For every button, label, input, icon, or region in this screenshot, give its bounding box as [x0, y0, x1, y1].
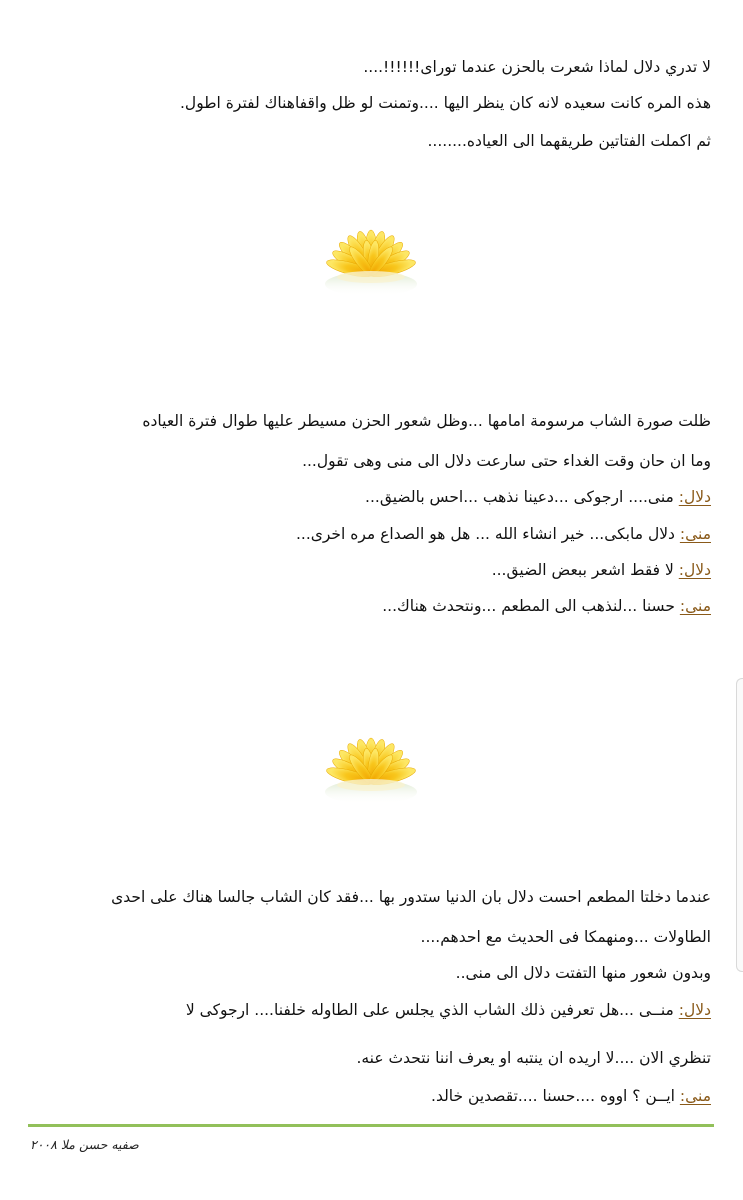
paragraph-line: ثم اكملت الفتاتين طريقهما الى العياده........: [427, 132, 711, 150]
dialogue-text: حسنا ...لنذهب الى المطعم ...ونتحدث هناك...: [382, 597, 680, 615]
paragraph-line: وبدون شعور منها التفتت دلال الى منى..: [455, 964, 711, 982]
scroll-handle[interactable]: [736, 678, 743, 972]
sunflower-icon: [296, 730, 446, 810]
dialogue-line: [21, 523, 711, 545]
sunflower-icon: [296, 222, 446, 302]
paragraph-line: الطاولات ...ومنهمكا فى الحديث مع احدهم....: [420, 928, 711, 946]
footer-divider: [28, 1124, 714, 1127]
dialogue-line: [21, 559, 711, 581]
paragraph-line: عندما دخلتا المطعم احست دلال بان الدنيا ستدور بها ...فقد كان الشاب جالسا هناك على احدى: [111, 888, 711, 906]
speaker-label: منى:: [679, 525, 711, 543]
speaker-label: منى:: [679, 1087, 711, 1105]
paragraph-line: ظلت صورة الشاب مرسومة امامها ...وظل شعور الحزن مسيطر عليها طوال فترة العياده: [142, 412, 711, 430]
dialogue-line: [21, 1085, 711, 1107]
paragraph-line: وما ان حان وقت الغداء حتى سارعت دلال الى منى وهى تقول...: [302, 452, 711, 470]
dialogue-text: ايــن ؟ اووه ....حسنا ....تقصدين خالد.: [431, 1087, 680, 1105]
paragraph-line: تنظري الان ....لا اريده ان ينتبه او يعرف اننا نتحدث عنه.: [356, 1049, 711, 1067]
footer-author: صفيه حسن ملا ٢٠٠٨: [30, 1137, 139, 1152]
dialogue-line: [21, 486, 711, 508]
paragraph-line: هذه المره كانت سعيده لانه كان ينظر اليها ....وتمنت لو ظل واقفاهناك لفترة اطول.: [180, 94, 711, 112]
dialogue-line: [21, 999, 711, 1021]
speaker-label: دلال:: [678, 561, 711, 579]
speaker-label: دلال:: [678, 1001, 711, 1019]
dialogue-line: [21, 595, 711, 617]
dialogue-text: منى.... ارجوكى ...دعينا نذهب ...احس بالضيق...: [365, 488, 679, 506]
speaker-label: دلال:: [678, 488, 711, 506]
paragraph-line: لا تدري دلال لماذا شعرت بالحزن عندما توراى!!!!!!....: [363, 58, 711, 76]
dialogue-text: لا فقط اشعر ببعض الضيق...: [491, 561, 679, 579]
dialogue-text: منــى ...هل تعرفين ذلك الشاب الذي يجلس على الطاوله خلفنا.... ارجوكى لا: [185, 1001, 679, 1019]
speaker-label: منى:: [679, 597, 711, 615]
dialogue-text: دلال مابكى... خير انشاء الله ... هل هو الصداع مره اخرى...: [295, 525, 680, 543]
